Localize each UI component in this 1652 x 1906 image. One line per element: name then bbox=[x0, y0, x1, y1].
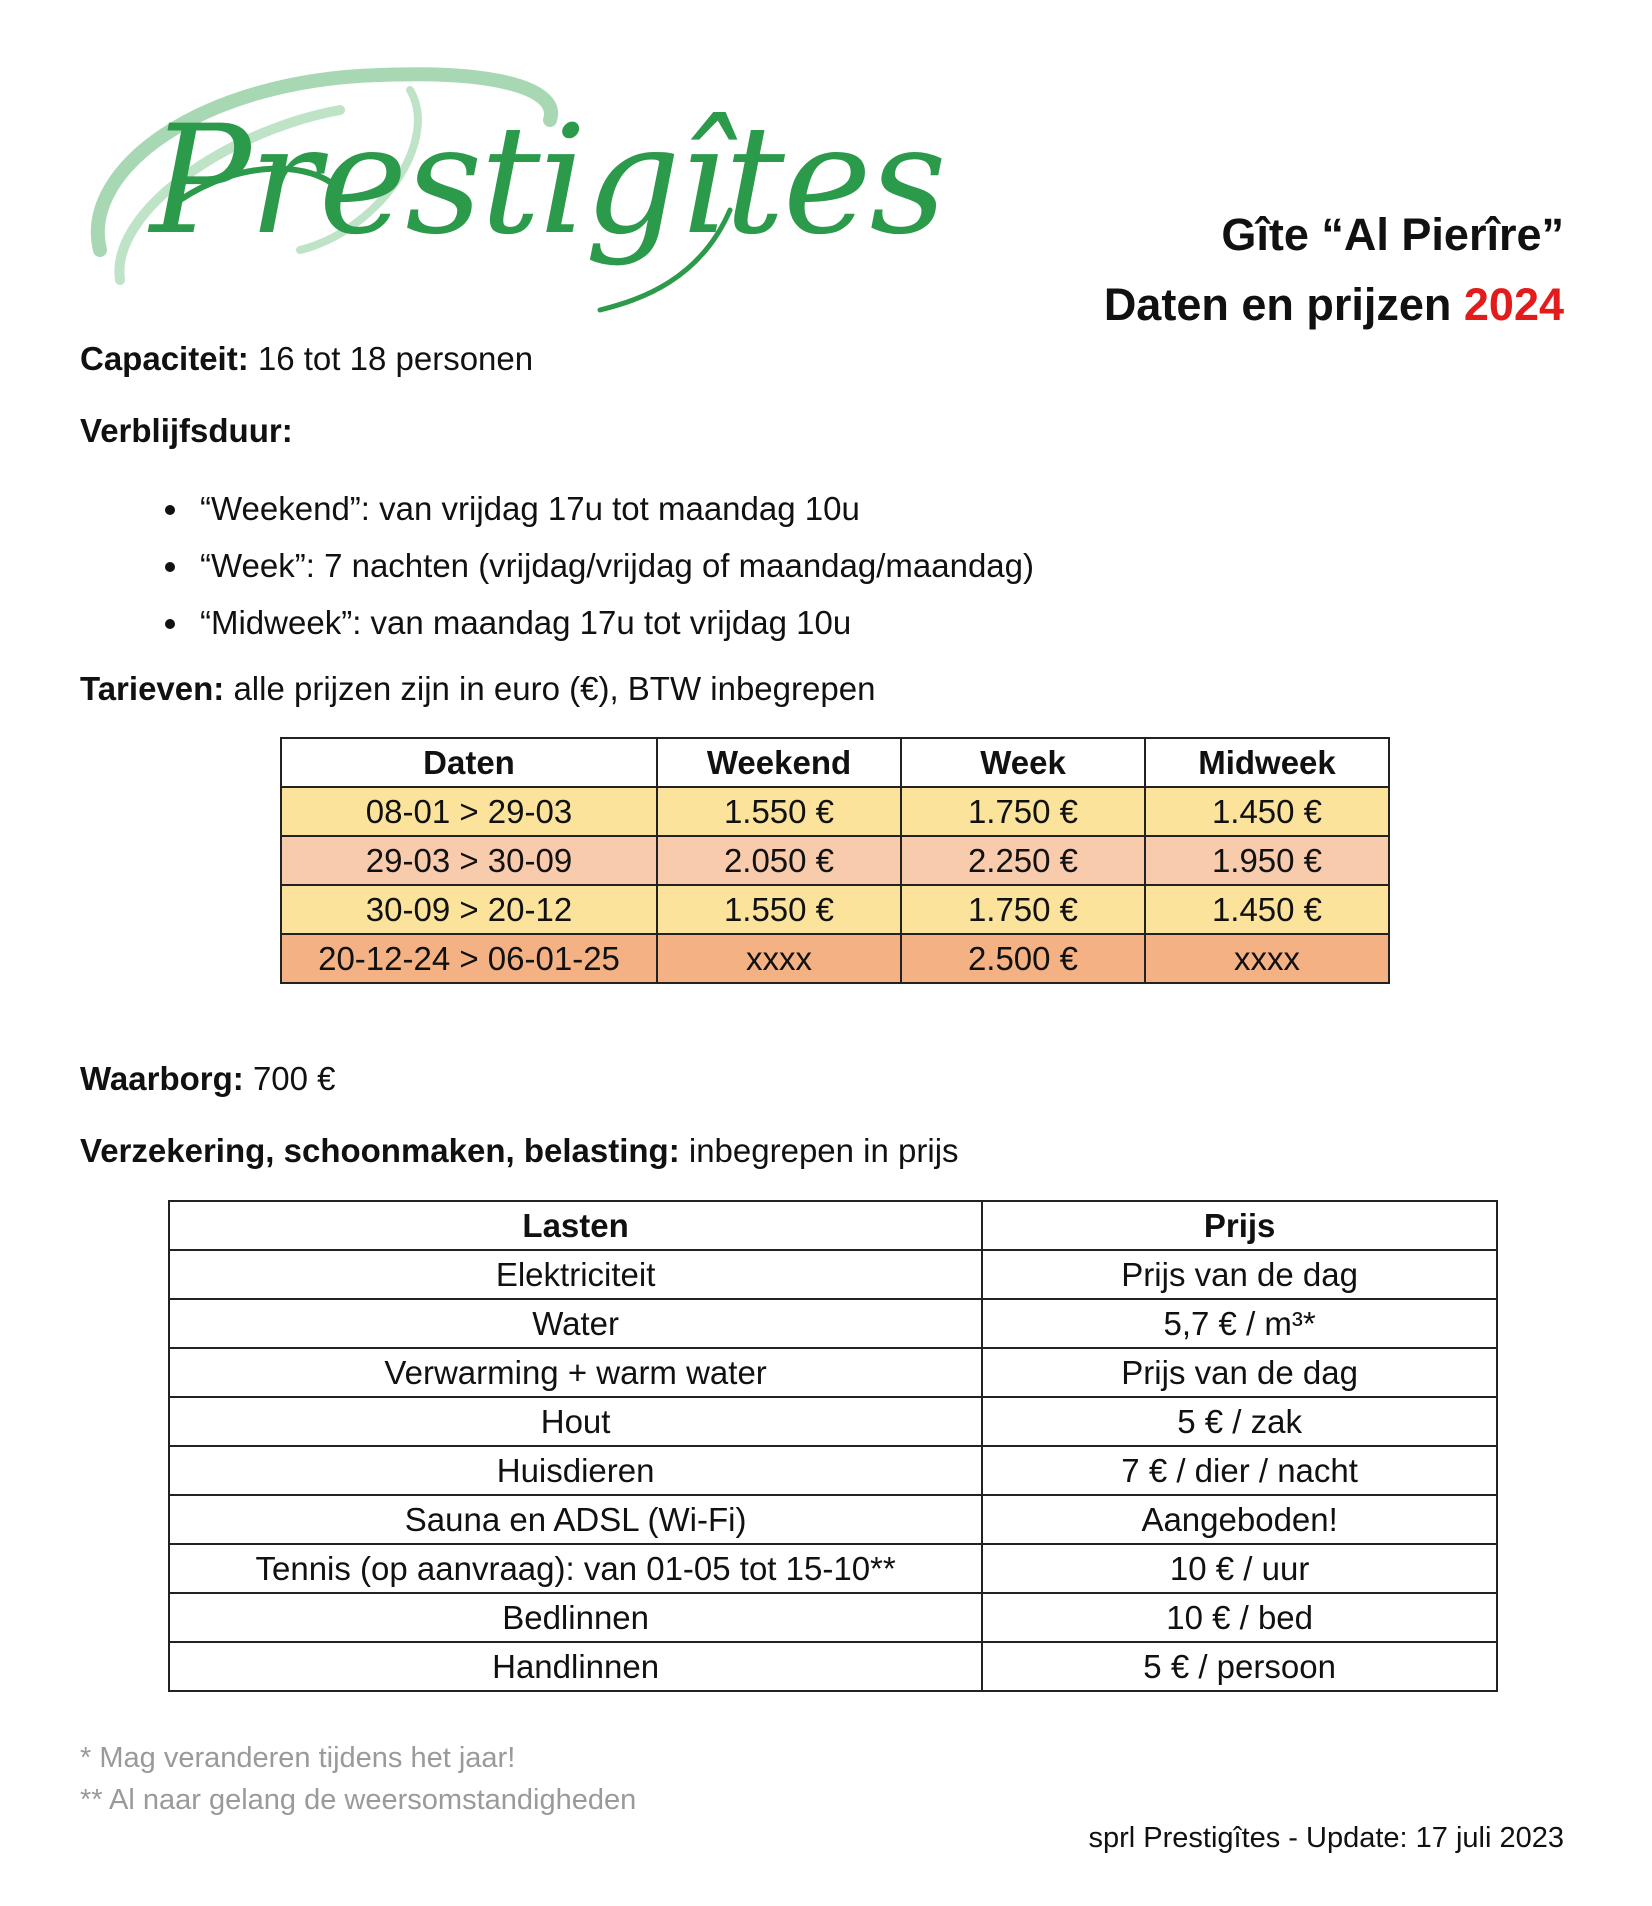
table-row bbox=[281, 836, 1389, 885]
table-row bbox=[169, 1544, 1497, 1593]
list-item: “Week”: 7 nachten (vrijdag/vrijdag of maandag/maandag) bbox=[160, 537, 1034, 594]
prestigites-logo bbox=[80, 50, 945, 320]
table-cell: 29-03 > 30-09 bbox=[281, 836, 657, 885]
table-cell: 1.550 € bbox=[657, 787, 901, 836]
table-cell: 5 € / zak bbox=[982, 1397, 1497, 1446]
table-cell: Verwarming + warm water bbox=[169, 1348, 982, 1397]
gite-name: Gîte “Al Pierîre” bbox=[1221, 209, 1564, 260]
table-cell: Hout bbox=[169, 1397, 982, 1446]
footnote: * Mag veranderen tijdens het jaar! bbox=[80, 1742, 516, 1774]
table-cell: xxxx bbox=[657, 934, 901, 983]
table-cell: Huisdieren bbox=[169, 1446, 982, 1495]
stay-label: Verblijfsduur: bbox=[80, 412, 293, 449]
table-row bbox=[169, 1397, 1497, 1446]
table-cell: 20-12-24 > 06-01-25 bbox=[281, 934, 657, 983]
table-cell: 1.450 € bbox=[1145, 885, 1389, 934]
table-cell: Elektriciteit bbox=[169, 1250, 982, 1299]
table-cell: 5,7 € / m³* bbox=[982, 1299, 1497, 1348]
rates-line bbox=[80, 670, 875, 708]
table-cell: 1.750 € bbox=[901, 885, 1145, 934]
table-header-row bbox=[169, 1201, 1497, 1250]
header-cell: Daten bbox=[281, 738, 657, 787]
table-cell: xxxx bbox=[1145, 934, 1389, 983]
rates-table bbox=[280, 737, 1390, 984]
table-row bbox=[169, 1299, 1497, 1348]
table-row bbox=[169, 1495, 1497, 1544]
table-row bbox=[169, 1250, 1497, 1299]
table-cell: Tennis (op aanvraag): van 01-05 tot 15-10** bbox=[169, 1544, 982, 1593]
table-row bbox=[281, 787, 1389, 836]
table-row bbox=[169, 1642, 1497, 1691]
table-row bbox=[169, 1593, 1497, 1642]
deposit-value: 700 € bbox=[243, 1060, 336, 1097]
list-item: “Weekend”: van vrijdag 17u tot maandag 10u bbox=[160, 480, 1034, 537]
table-cell: Prijs van de dag bbox=[982, 1348, 1497, 1397]
footer-update: sprl Prestigîtes - Update: 17 juli 2023 bbox=[1088, 1822, 1564, 1854]
table-row bbox=[281, 885, 1389, 934]
stay-list bbox=[160, 480, 1034, 651]
insurance-line bbox=[80, 1132, 959, 1170]
title-line2 bbox=[1104, 270, 1564, 340]
table-row bbox=[281, 934, 1389, 983]
table-cell: 5 € / persoon bbox=[982, 1642, 1497, 1691]
table-cell: 2.250 € bbox=[901, 836, 1145, 885]
costs-table bbox=[168, 1200, 1498, 1692]
footnote: ** Al naar gelang de weersomstandigheden bbox=[80, 1784, 637, 1816]
title-prefix: Daten en prijzen bbox=[1103, 279, 1464, 330]
insurance-value: inbegrepen in prijs bbox=[679, 1132, 959, 1169]
table-cell: 1.950 € bbox=[1145, 836, 1389, 885]
table-cell: Handlinnen bbox=[169, 1642, 982, 1691]
header-cell: Midweek bbox=[1145, 738, 1389, 787]
insurance-label: Verzekering, schoonmaken, belasting: bbox=[80, 1132, 680, 1169]
rates-label: Tarieven: bbox=[80, 670, 225, 707]
deposit-label: Waarborg: bbox=[80, 1060, 244, 1097]
table-row bbox=[169, 1348, 1497, 1397]
table-cell: Sauna en ADSL (Wi-Fi) bbox=[169, 1495, 982, 1544]
table-row bbox=[169, 1446, 1497, 1495]
stay-heading bbox=[80, 412, 293, 450]
table-cell: 1.750 € bbox=[901, 787, 1145, 836]
rates-value: alle prijzen zijn in euro (€), BTW inbegrepen bbox=[224, 670, 876, 707]
list-item: “Midweek”: van maandag 17u tot vrijdag 10u bbox=[160, 594, 1034, 651]
capacity-line bbox=[80, 340, 533, 378]
header-cell: Prijs bbox=[982, 1201, 1497, 1250]
logo-wordmark: Prestigîtes bbox=[150, 94, 945, 268]
capacity-label: Capaciteit: bbox=[80, 340, 249, 377]
table-cell: 10 € / uur bbox=[982, 1544, 1497, 1593]
header-cell: Lasten bbox=[169, 1201, 982, 1250]
header-cell: Week bbox=[901, 738, 1145, 787]
table-cell: 2.500 € bbox=[901, 934, 1145, 983]
header-cell: Weekend bbox=[657, 738, 901, 787]
table-cell: Bedlinnen bbox=[169, 1593, 982, 1642]
table-cell: Aangeboden! bbox=[982, 1495, 1497, 1544]
table-cell: 2.050 € bbox=[657, 836, 901, 885]
table-cell: 7 € / dier / nacht bbox=[982, 1446, 1497, 1495]
table-cell: 10 € / bed bbox=[982, 1593, 1497, 1642]
title-year: 2024 bbox=[1463, 279, 1564, 330]
deposit-line bbox=[80, 1060, 336, 1098]
footnotes bbox=[80, 1737, 636, 1821]
page-title bbox=[1104, 200, 1564, 340]
table-cell: Prijs van de dag bbox=[982, 1250, 1497, 1299]
table-header-row bbox=[281, 738, 1389, 787]
table-cell: 08-01 > 29-03 bbox=[281, 787, 657, 836]
table-cell: 30-09 > 20-12 bbox=[281, 885, 657, 934]
table-cell: 1.450 € bbox=[1145, 787, 1389, 836]
capacity-value: 16 tot 18 personen bbox=[248, 340, 534, 377]
table-cell: Water bbox=[169, 1299, 982, 1348]
table-cell: 1.550 € bbox=[657, 885, 901, 934]
